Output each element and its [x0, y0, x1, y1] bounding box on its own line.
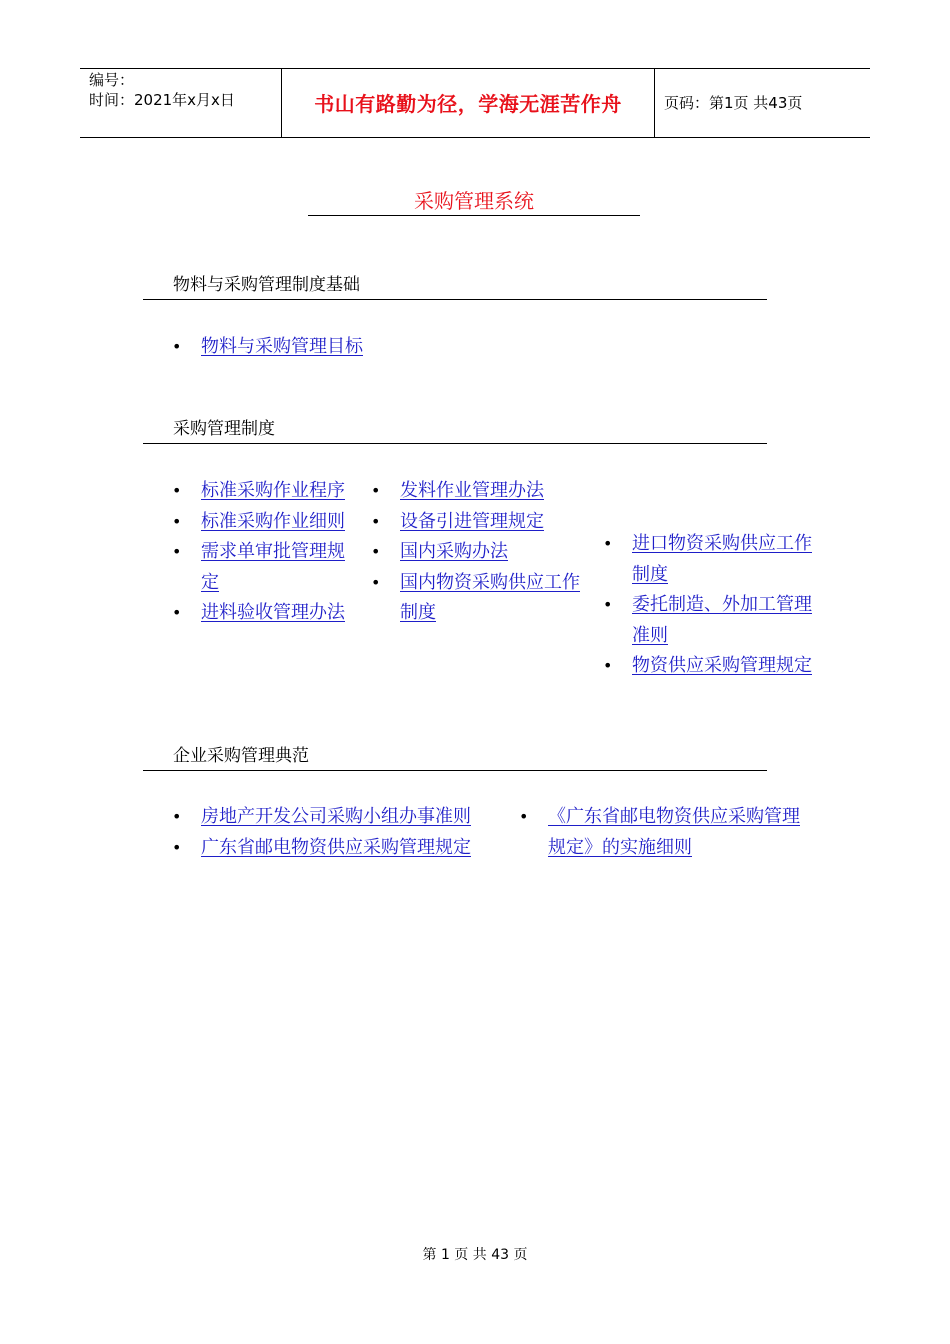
basics-link-list [172, 332, 372, 363]
policies-list-col-3 [603, 529, 815, 682]
bullet-icon: • [172, 511, 182, 531]
exemplars-list-col-1 [172, 802, 502, 863]
section-heading-policies: 采购管理制度 [143, 416, 767, 444]
list-item [371, 568, 583, 629]
link-receiving-inspection[interactable]: 进料验收管理办法 [201, 602, 345, 623]
list-item [172, 332, 372, 363]
link-standard-rules[interactable]: 标准采购作业细则 [201, 510, 345, 532]
list-item [371, 537, 583, 568]
link-equipment-import[interactable]: 设备引进管理规定 [400, 510, 544, 532]
list-item [172, 537, 352, 598]
policies-list-col-2 [371, 476, 583, 629]
bullet-icon: • [519, 807, 529, 826]
list-item [519, 802, 815, 863]
link-guangdong-post-rules[interactable]: 广东省邮电物资供应采购管理规定 [201, 836, 471, 858]
bullet-icon: • [371, 511, 381, 531]
section-heading-exemplars: 企业采购管理典范 [143, 743, 767, 771]
bullet-icon: • [172, 837, 182, 857]
link-domestic-supply-system[interactable]: 国内物资采购供应工作制度 [400, 571, 580, 623]
bullet-icon: • [603, 656, 613, 675]
list-item [603, 529, 815, 590]
link-material-procurement-goals[interactable]: 物料与采购管理目标 [201, 336, 363, 357]
page-footer: 第 1 页 共 43 页 [422, 1247, 528, 1263]
link-guangdong-post-implementation[interactable]: 《广东省邮电物资供应采购管理规定》的实施细则 [548, 806, 800, 858]
exemplars-list-col-2 [519, 802, 815, 863]
policies-list-col-1 [172, 476, 352, 629]
bullet-icon: • [603, 534, 613, 553]
link-standard-procedure[interactable]: 标准采购作业程序 [201, 480, 345, 501]
bullet-icon: • [603, 595, 613, 614]
link-outsourcing-rules[interactable]: 委托制造、外加工管理准则 [632, 594, 812, 646]
bullet-icon: • [172, 337, 182, 356]
link-requisition-approval[interactable]: 需求单审批管理规定 [201, 541, 345, 593]
header-page-info: 页码：第1页 共43页 [664, 94, 803, 112]
bullet-icon: • [172, 603, 182, 622]
header-motto-cell [282, 69, 655, 137]
bullet-icon: • [172, 807, 182, 826]
link-import-supply-system[interactable]: 进口物资采购供应工作制度 [632, 533, 812, 585]
link-material-issue[interactable]: 发料作业管理办法 [400, 480, 544, 501]
list-item [172, 802, 502, 833]
header-motto: 书山有路勤为径，学海无涯苦作舟 [314, 92, 622, 116]
page-title: 采购管理系统 [308, 187, 640, 216]
list-item [371, 507, 583, 538]
link-real-estate-rules[interactable]: 房地产开发公司采购小组办事准则 [201, 806, 471, 827]
header-table [80, 68, 870, 138]
section-heading-basics: 物料与采购管理制度基础 [143, 272, 767, 300]
document-time-label: 时间：2021年x月x日 [89, 91, 235, 109]
link-supply-procurement-rules[interactable]: 物资供应采购管理规定 [632, 655, 812, 676]
bullet-icon: • [371, 481, 381, 500]
document-number-label: 编号： [89, 71, 135, 89]
list-item [172, 476, 352, 507]
header-info-cell [80, 69, 282, 137]
link-domestic-procurement[interactable]: 国内采购办法 [400, 541, 508, 562]
header-page-cell [655, 69, 870, 137]
bullet-icon: • [371, 572, 381, 592]
list-item [172, 507, 352, 538]
bullet-icon: • [172, 481, 182, 500]
list-item [603, 651, 815, 682]
list-item [603, 590, 815, 651]
bullet-icon: • [371, 542, 381, 561]
list-item [172, 833, 502, 864]
list-item [371, 476, 583, 507]
list-item [172, 598, 352, 629]
bullet-icon: • [172, 542, 182, 561]
